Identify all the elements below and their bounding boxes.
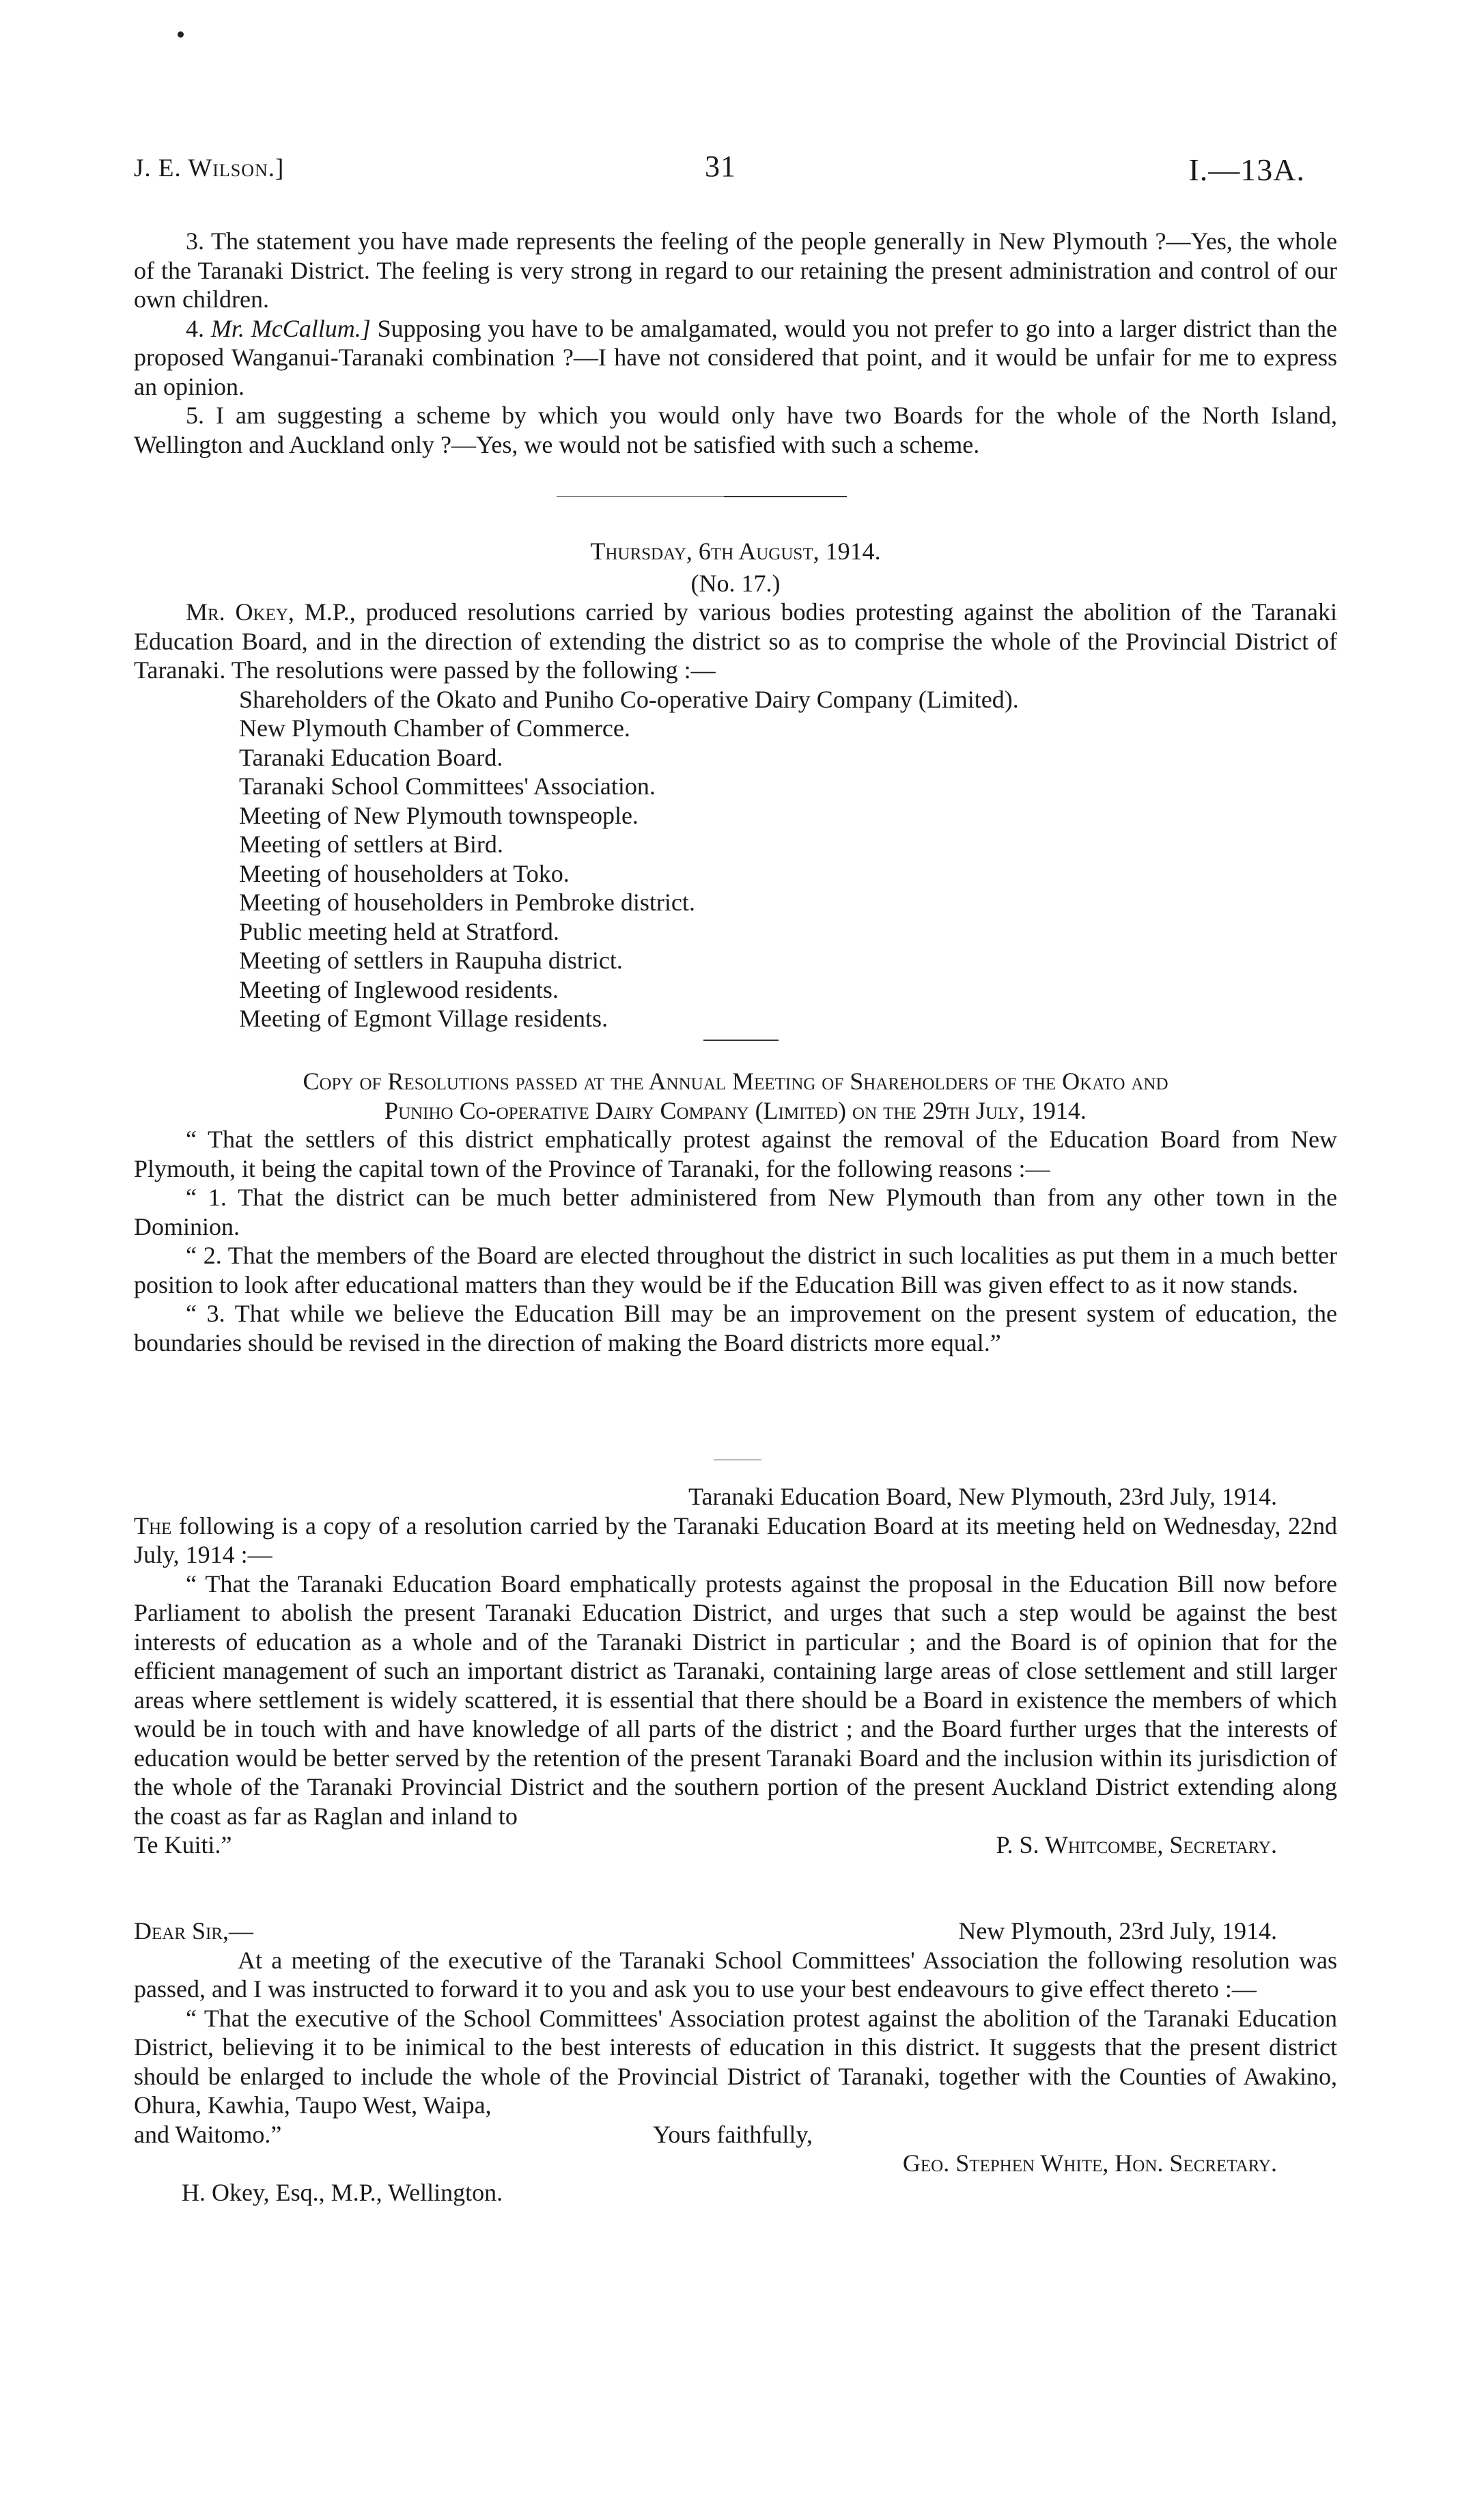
list-item: Meeting of settlers at Bird.	[239, 831, 503, 858]
session-section	[134, 537, 1337, 1033]
list-item: Shareholders of the Okato and Puniho Co-operative Dairy Company (Limited).	[239, 685, 1019, 713]
document-reference: I.—13A.	[1188, 152, 1305, 187]
list-item: Taranaki School Committees' Association.	[239, 772, 656, 800]
letter-resolution-end: and Waitomo.”	[134, 2120, 282, 2148]
qa-item: 3. The statement you have made represents the feeling of the people generally in New Plymouth ?—Yes, the whole of the Taranaki District. The feeling is very strong in regard to our retaining the present administration and control of our own children.	[134, 227, 1337, 313]
board-intro	[134, 1512, 1337, 1570]
list-item: Meeting of New Plymouth townspeople.	[239, 801, 639, 829]
session-intro	[134, 598, 1337, 685]
letter-body: At a meeting of the executive of the Taranaki School Committees' Association the following resolution was passed, and I was instructed to forward it to you and ask you to use your best endeavours to give effect thereto :—	[134, 1946, 1337, 2003]
resolution-paragraph: “ That the settlers of this district emphatically protest against the removal of the Education Board from New Plymouth, it being the capital town of the Province of Taranaki, for the following reasons :—	[134, 1126, 1337, 1182]
letter-salutation: Dear Sir,—	[134, 1917, 254, 1945]
okato-heading-line1: Copy of Resolutions passed at the Annual Meeting of Shareholders of the Okato and	[303, 1068, 1168, 1095]
qa-number: 4.	[186, 314, 204, 342]
resolution-paragraph: “ 3. That while we believe the Education Bill may be an improvement on the present system of education, the boundaries should be revised in the direction of making the Board districts more equal.”	[134, 1300, 1337, 1356]
list-item: New Plymouth Chamber of Commerce.	[239, 714, 630, 742]
list-item: Taranaki Education Board.	[239, 743, 503, 771]
qa-text: Supposing you have to be amalgamated, would you not prefer to go into a larger district than the proposed Wanganui-Taranaki combination ?—I have not considered that point, and it would be unfair for me to express an opinion.	[134, 314, 1338, 400]
letter-signatory: Geo. Stephen White, Hon. Secretary.	[902, 2149, 1277, 2177]
qa-speaker: Mr. McCallum.]	[210, 314, 371, 342]
board-resolution: “ That the Taranaki Education Board emphatically protests against the proposal in the Education Bill now before Parliament to abolish the present Taranaki Education District, and urges that such a step would be against the best interests of education as a whole and of the Taranaki District in particular ; and the Board is of opinion that for the efficient management of such an important district as Taranaki, containing large areas of close settlement and still larger areas where settlement is widely scattered, it is essential that there should be a Board in existence the members of which would be in touch with and have knowledge of all parts of the district ; and the Board further urges that the interests of education would be better served by the retention of the present Taranaki Board and the inclusion within its jurisdiction of the whole of the Taranaki Provincial District and the southern portion of the present Auckland District extending along the coast as far as Raglan and inland to	[134, 1570, 1337, 1830]
letter-section	[134, 1917, 1337, 2207]
qa-item: 5. I am suggesting a scheme by which you would only have two Boards for the whole of the North Island, Wellington and Auckland only ?—Yes, we would not be satisfied with such a scheme.	[134, 402, 1337, 458]
letter-dateline: New Plymouth, 23rd July, 1914.	[958, 1917, 1277, 1945]
list-item: Meeting of Egmont Village residents.	[239, 1005, 608, 1032]
board-intro-text: following is a copy of a resolution carried by the Taranaki Education Board at its meeting held on Wednesday, 22nd July, 1914 :—	[134, 1512, 1337, 1568]
letter-resolution: “ That the executive of the School Committees' Association protest against the abolition of the Taranaki Education District, believing it to be inimical to the best interests of education in this district. It suggests that the present district should be enlarged to include the whole of the Provincial District of Taranaki, together with the Counties of Awakino, Ohura, Kawhia, Taupo West, Waipa,	[134, 2004, 1337, 2119]
page-number: 31	[705, 150, 736, 183]
resolution-paragraph: “ 2. That the members of the Board are elected throughout the district in such localities as put them in a much better position to look after educational matters than they would be if the Education Bill was given effect to as it now stands.	[134, 1242, 1337, 1298]
letter-closing-row	[134, 2120, 1337, 2149]
letter-header	[134, 1917, 1337, 1946]
list-item: Meeting of householders in Pembroke district.	[239, 889, 695, 916]
qa-item	[134, 314, 1337, 402]
letter-closing: Yours faithfully,	[653, 2120, 813, 2148]
list-item: Meeting of settlers in Raupuha district.	[239, 947, 623, 974]
list-item: Public meeting held at Stratford.	[239, 917, 559, 945]
section-separator	[703, 1040, 779, 1041]
okato-heading-line2: Puniho Co-operative Dairy Company (Limited) on the 29th July, 1914.	[384, 1096, 1087, 1124]
margin-dot	[178, 31, 184, 38]
intro-text: produced resolutions carried by various bodies protesting against the abolition of the Taranaki Education Board, and in the direction of extending the district so as to comprise the whole of the Provincial District of Taranaki. The resolutions were passed by the following :—	[134, 598, 1337, 684]
resolution-paragraph: “ 1. That the district can be much better administered from New Plymouth than from any other town in the Dominion.	[134, 1184, 1337, 1240]
board-section	[134, 1482, 1337, 1860]
board-signoff	[134, 1830, 1337, 1860]
list-item: Meeting of Inglewood residents.	[239, 975, 559, 1003]
okato-section	[134, 1067, 1337, 1357]
header-witness: J. E. Wilson.]	[134, 154, 285, 182]
list-item: Meeting of householders at Toko.	[239, 859, 570, 887]
board-dateline: Taranaki Education Board, New Plymouth, 23rd July, 1914.	[688, 1483, 1277, 1510]
board-signatory: P. S. Whitcombe, Secretary.	[996, 1831, 1277, 1858]
session-number: (No. 17.)	[690, 569, 781, 597]
board-resolution-end: Te Kuiti.”	[134, 1831, 232, 1858]
qa-section	[134, 227, 1337, 459]
section-separator	[724, 496, 847, 497]
session-date: Thursday, 6th August, 1914.	[590, 538, 881, 565]
letter-addressee: H. Okey, Esq., M.P., Wellington.	[182, 2178, 503, 2206]
bodies-list	[134, 685, 1337, 1033]
intro-speaker: Mr. Okey, M.P.,	[186, 598, 356, 626]
board-intro-lead: The	[134, 1512, 172, 1540]
